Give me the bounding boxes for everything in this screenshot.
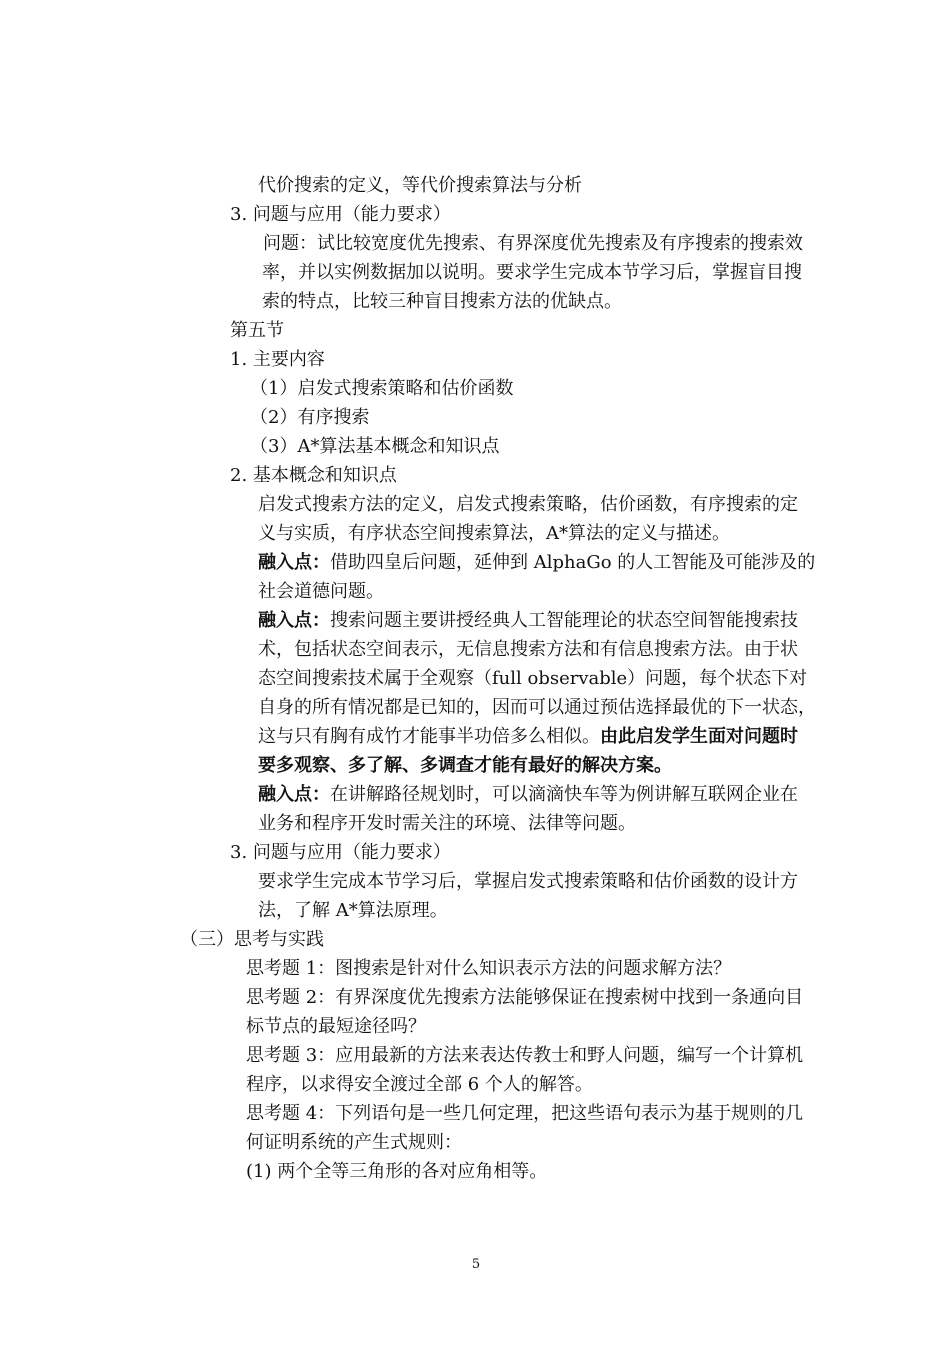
question-3-line2: 程序，以求得安全渡过全部 6 个人的解答。 — [246, 1074, 593, 1095]
integration-point-2-line2: 术，包括状态空间表示，无信息搜索方法和有信息搜索方法。由于状 — [258, 639, 798, 660]
s5-paragraph1-line1: 启发式搜索方法的定义，启发式搜索策略，估价函数，有序搜索的定 — [258, 494, 798, 515]
s5-item1-sub1: （1）启发式搜索策略和估价函数 — [250, 378, 514, 399]
question-2-line1: 思考题 2：有界深度优先搜索方法能够保证在搜索树中找到一条通向目 — [246, 987, 804, 1008]
s5-item3-line2: 法，了解 A*算法原理。 — [258, 900, 448, 921]
s5-item1-sub2: （2）有序搜索 — [250, 407, 370, 428]
s5-item3-line1: 要求学生完成本节学习后，掌握启发式搜索策略和估价函数的设计方 — [258, 871, 798, 892]
integration-point-2-line3: 态空间搜索技术属于全观察（full observable）问题，每个状态下对 — [258, 668, 808, 689]
integration-point-2-line5-text: 这与只有胸有成竹才能事半功倍多么相似。 — [258, 726, 600, 747]
question-3-line1: 思考题 3：应用最新的方法来表达传教士和野人问题，编写一个计算机 — [246, 1045, 804, 1066]
integration-point-1-line2: 社会道德问题。 — [258, 581, 384, 602]
cost-search-definition-line: 代价搜索的定义，等代价搜索算法与分析 — [258, 175, 582, 196]
s4-question-line-3: 索的特点，比较三种盲目搜索方法的优缺点。 — [262, 291, 622, 312]
question-4-line1: 思考题 4：下列语句是一些几何定理，把这些语句表示为基于规则的几 — [246, 1103, 804, 1124]
s5-item1-sub3: （3）A*算法基本概念和知识点 — [250, 436, 500, 457]
s4-item3-title: 3. 问题与应用（能力要求） — [230, 204, 451, 225]
integration-point-label: 融入点： — [258, 610, 330, 631]
s5-item1-title: 1. 主要内容 — [230, 349, 325, 370]
integration-point-3-text: 在讲解路径规划时，可以滴滴快车等为例讲解互联网企业在 — [330, 784, 798, 805]
s4-question-line-2: 率，并以实例数据加以说明。要求学生完成本节学习后，掌握盲目搜 — [262, 262, 802, 283]
integration-point-3-line2: 业务和程序开发时需关注的环境、法律等问题。 — [258, 813, 636, 834]
s5-item2-title: 2. 基本概念和知识点 — [230, 465, 397, 486]
question-1: 思考题 1：图搜索是针对什么知识表示方法的问题求解方法？ — [246, 958, 732, 979]
question-4-sub1: (1) 两个全等三角形的各对应角相等。 — [246, 1161, 548, 1182]
s4-question-line-1: 问题：试比较宽度优先搜索、有界深度优先搜索及有序搜索的搜索效 — [263, 233, 803, 254]
s5-item3-title: 3. 问题与应用（能力要求） — [230, 842, 451, 863]
integration-point-label: 融入点： — [258, 552, 330, 573]
integration-point-1-line1 — [258, 548, 815, 577]
integration-point-label: 融入点： — [258, 784, 330, 805]
integration-point-1-text: 借助四皇后问题，延伸到 AlphaGo 的人工智能及可能涉及的 — [330, 552, 816, 573]
section5-title: 第五节 — [230, 320, 284, 341]
question-2-line2: 标节点的最短途径吗？ — [246, 1016, 426, 1037]
integration-point-2-line5 — [258, 722, 798, 751]
integration-point-2-text: 搜索问题主要讲授经典人工智能理论的状态空间智能搜索技 — [330, 610, 798, 631]
integration-point-2-line6: 要多观察、多了解、多调查才能有最好的解决方案。 — [258, 755, 672, 776]
page-number: 5 — [471, 1257, 481, 1272]
s5-paragraph1-line2: 义与实质，有序状态空间搜索算法，A*算法的定义与描述。 — [258, 523, 730, 544]
integration-point-2-line1 — [258, 606, 798, 635]
part3-title: （三）思考与实践 — [180, 929, 324, 950]
question-4-line2: 何证明系统的产生式规则： — [246, 1132, 462, 1153]
integration-point-3-line1 — [258, 780, 798, 809]
integration-point-2-emphasis: 由此启发学生面对问题时 — [600, 726, 798, 747]
integration-point-2-line4: 自身的所有情况都是已知的，因而可以通过预估选择最优的下一状态， — [258, 697, 816, 718]
